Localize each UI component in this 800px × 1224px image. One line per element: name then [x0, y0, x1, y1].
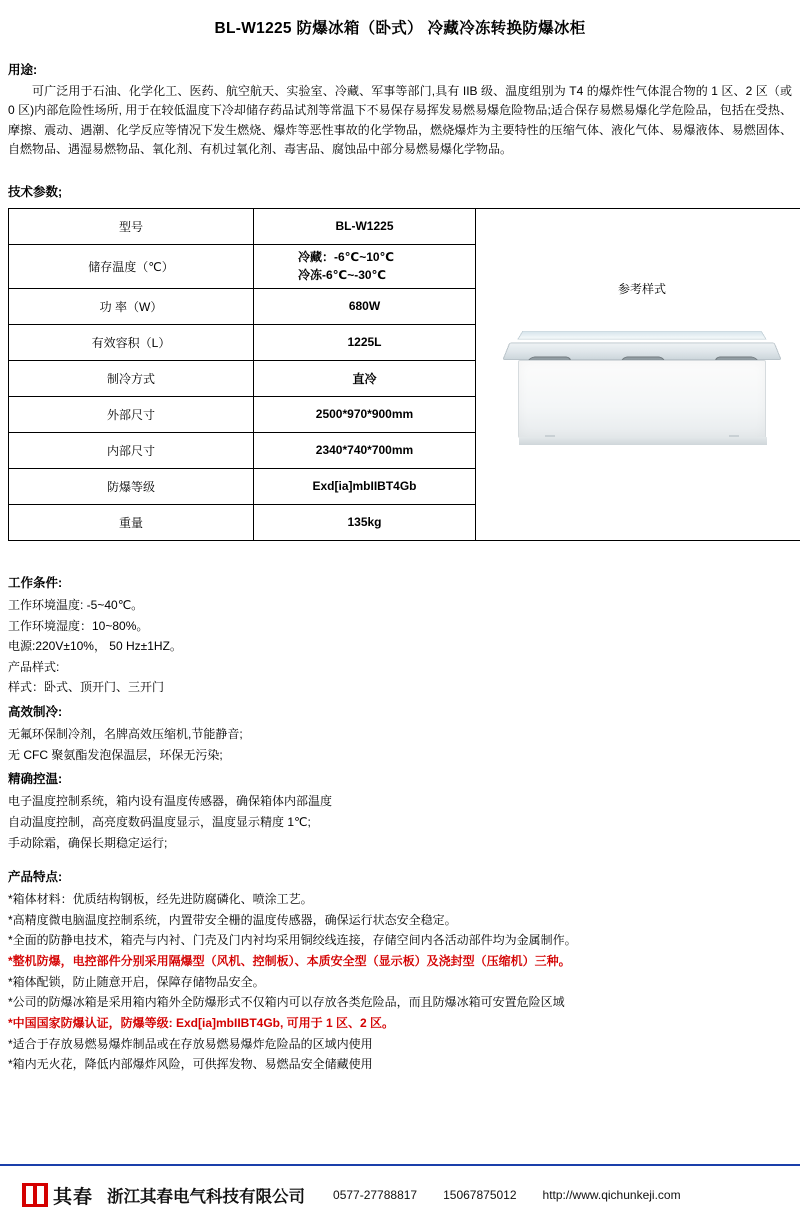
foot-icon [545, 435, 555, 441]
spec-label: 外部尺寸 [9, 396, 254, 432]
table-row [9, 208, 800, 244]
spec-value: 直冷 [254, 360, 476, 396]
spec-value: 2500*970*900mm [254, 396, 476, 432]
foot-icon [729, 435, 739, 441]
cooling-heading: 高效制冷: [8, 705, 63, 720]
temp-control-line: 电子温度控制系统，箱内设有温度传感器，确保箱体内部温度 [8, 794, 333, 809]
usage-heading: 用途: [8, 63, 38, 77]
feature-item: *公司的防爆冰箱是采用箱内箱外全防爆形式不仅箱内可以存放各类危险品，而且防爆冰箱可安置危险区域 [8, 995, 565, 1010]
company-name: 浙江其春电气科技有限公司 [107, 1188, 306, 1206]
working-conditions-block [8, 573, 792, 698]
phone-number-1: 0577-27788817 [333, 1188, 418, 1202]
cooling-block [8, 702, 792, 765]
spec-value: Exd[ia]mbIIBT4Gb [254, 468, 476, 504]
product-illustration [480, 297, 800, 481]
cabinet-body-icon [518, 360, 766, 438]
image-caption: 参考样式 [617, 281, 666, 296]
feature-item: *箱体配锁，防止随意开启，保障存储物品安全。 [8, 974, 265, 989]
spec-value: BL-W1225 [254, 208, 476, 244]
conditions-line: 产品样式: [8, 659, 60, 674]
spec-value: 2340*740*700mm [254, 432, 476, 468]
lid-icon [502, 342, 781, 359]
conditions-line: 样式：卧式、顶开门、三开门 [8, 680, 165, 695]
spec-value: 135kg [254, 504, 476, 540]
feature-item-highlight: *整机防爆，电控部件分别采用隔爆型（风机、控制板）、本质安全型（显示板）及浇封型（压缩机）三种。 [8, 954, 571, 969]
spec-label: 防爆等级 [9, 468, 254, 504]
features-heading: 产品特点: [8, 870, 63, 885]
feature-item: *箱内无火花，降低内部爆炸风险，可供挥发物、易燃品安全储藏使用 [8, 1057, 373, 1072]
conditions-line: 电源:220V±10%， 50 Hz±1HZ。 [8, 639, 182, 654]
spec-value: 1225L [254, 324, 476, 360]
website-url[interactable]: http://www.qichunkeji.com [542, 1188, 681, 1202]
cooling-line: 无氟环保制冷剂，名牌高效压缩机,节能静音; [8, 727, 243, 742]
temp-control-heading: 精确控温: [8, 772, 63, 787]
spec-label: 储存温度（℃） [9, 244, 254, 288]
spec-label: 重量 [9, 504, 254, 540]
spec-value-line1: 冷藏：-6℃~10℃ [298, 249, 395, 264]
spec-value: 680W [254, 288, 476, 324]
spec-label: 内部尺寸 [9, 432, 254, 468]
company-logo [22, 1182, 93, 1209]
spec-table [8, 208, 800, 541]
cooling-line: 无 CFC 聚氨酯发泡保温层，环保无污染; [8, 747, 223, 762]
spec-label: 有效容积（L） [9, 324, 254, 360]
conditions-line: 工作环境温度: -5~40℃。 [8, 597, 144, 612]
product-image-cell [476, 208, 800, 540]
feature-item: *适合于存放易燃易爆炸制品或在存放易燃易爆炸危险品的区域内使用 [8, 1036, 373, 1051]
conditions-line: 工作环境湿度：10~80%。 [8, 618, 149, 633]
feature-item: *高精度微电脑温度控制系统，内置带安全栅的温度传感器，确保运行状态安全稳定。 [8, 912, 457, 927]
feature-item: *全面的防静电技术，箱壳与内衬、门壳及门内衬均采用铜绞线连接，存储空间内各活动部件均为金属制作。 [8, 933, 577, 948]
logo-mark-icon [22, 1183, 48, 1207]
glass-top-icon [517, 331, 766, 340]
usage-paragraph: 可广泛用于石油、化学化工、医药、航空航天、实验室、冷藏、军事等部门,具有 IIB 级、温度组别为 T4 的爆炸性气体混合物的 1 区、2 区（或 0 区)内部危险性场所, 用于在较低温度下冷却储存药品试剂等常温下不易保存易挥发易燃易爆危险物品;适合保存易燃易爆化学危险品，包括在受热、摩擦、震动、遇潮、化学反应等情况下发生燃烧、爆炸等恶性事故的化学物品，燃烧爆炸为主要特性的压缩气体、液化气体、易爆液体、易燃固体、自燃物品、遇湿易燃物品、氧化剂、有机过氧化剂、毒害品、腐蚀品中部分易燃易爆化学物品。 [8, 84, 792, 157]
spec-value-line2: 冷冻-6℃~-30℃ [298, 268, 387, 283]
temp-control-line: 手动除霜，确保长期稳定运行; [8, 835, 168, 850]
page-footer [0, 1164, 800, 1224]
page-title: BL-W1225 防爆冰箱（卧式） 冷藏冷冻转换防爆冰柜 [214, 20, 586, 37]
spec-label: 型号 [9, 208, 254, 244]
feature-item-highlight: *中国国家防爆认证，防爆等级: Exd[ia]mbIIBT4Gb, 可用于 1 区、2 区。 [8, 1015, 395, 1030]
features-block [8, 867, 792, 1075]
contact-info [333, 1188, 681, 1202]
logo-text: 其春 [53, 1186, 94, 1208]
temp-control-line: 自动温度控制，高亮度数码温度显示，温度显示精度 1℃; [8, 814, 311, 829]
temp-control-block [8, 769, 792, 853]
feature-item: *箱体材料：优质结构钢板，经先进防腐磷化、喷涂工艺。 [8, 892, 313, 907]
phone-number-2: 15067875012 [443, 1188, 517, 1202]
spec-label: 制冷方式 [9, 360, 254, 396]
tech-heading: 技术参数; [8, 184, 63, 199]
conditions-heading: 工作条件: [8, 575, 63, 590]
spec-label: 功 率（W） [9, 288, 254, 324]
